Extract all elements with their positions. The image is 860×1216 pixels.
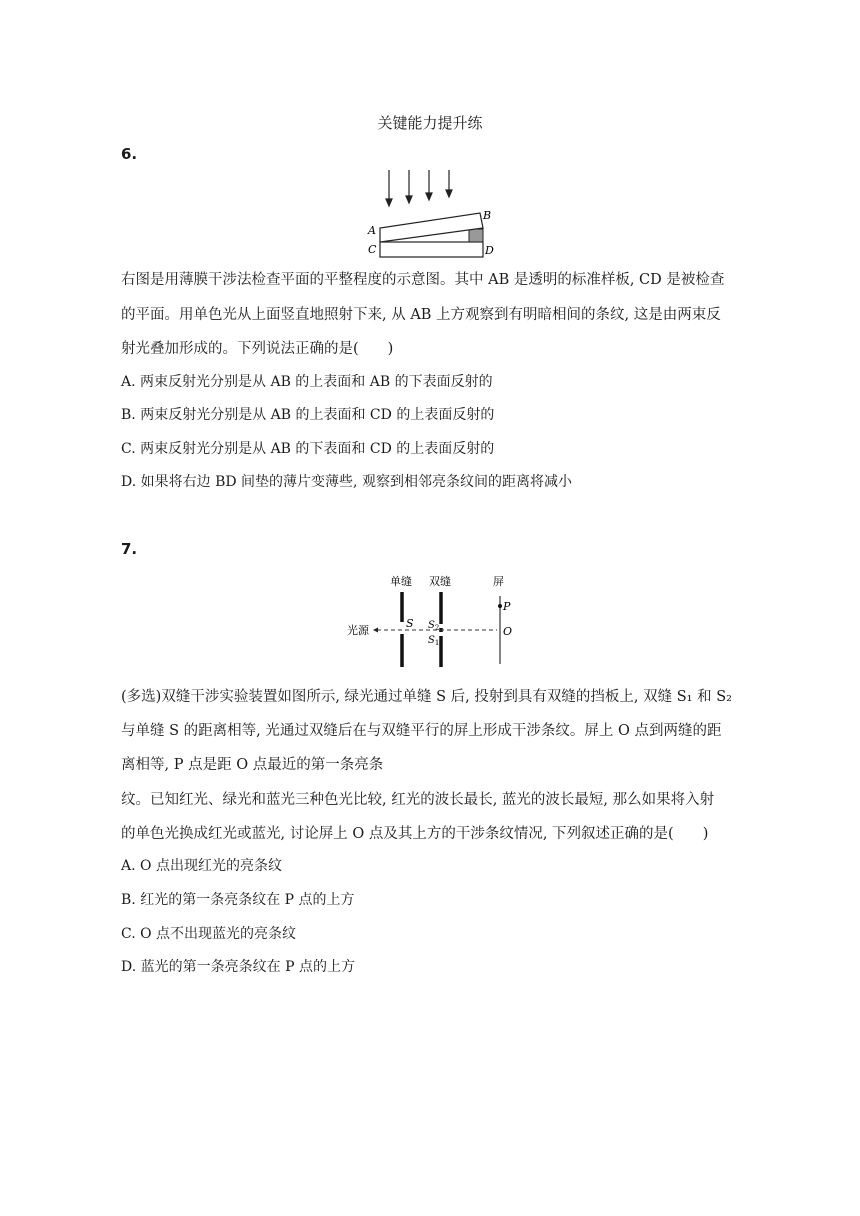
q7-option-b: B. 红光的第一条亮条纹在 P 点的上方: [121, 892, 355, 908]
spacer-shim: [469, 229, 483, 242]
q7-stem-line-3: 离相等, P 点是距 O 点最近的第一条亮条: [121, 757, 384, 773]
incident-light-arrows: [386, 170, 452, 206]
label-source: 光源: [347, 624, 369, 637]
label-s: S: [406, 617, 414, 630]
question-7-number: 7.: [121, 540, 138, 558]
q7-stem-line-1: (多选)双缝干涉实验装置如图所示, 绿光通过单缝 S 后, 投射到具有双缝的挡板上, 双缝 S₁ 和 S₂: [121, 689, 732, 705]
q6-option-b: B. 两束反射光分别是从 AB 的上表面和 CD 的上表面反射的: [121, 407, 495, 423]
q7-stem-line-4: 纹。已知红光、绿光和蓝光三种色光比较, 红光的波长最长, 蓝光的波长最短, 那么如果将入射: [121, 792, 715, 808]
label-double-slit: 双缝: [429, 575, 451, 588]
plate-cd: [380, 242, 483, 257]
q6-stem-line-1: 右图是用薄膜干涉法检查平面的平整程度的示意图。其中 AB 是透明的标准样板, CD 是被检查: [121, 272, 725, 288]
q6-option-a: A. 两束反射光分别是从 AB 的上表面和 AB 的下表面反射的: [121, 374, 493, 390]
q7-option-c: C. O 点不出现蓝光的亮条纹: [121, 926, 297, 942]
plate-ab: [380, 213, 483, 242]
q6-stem-line-2: 的平面。用单色光从上面竖直地照射下来, 从 AB 上方观察到有明暗相间的条纹, 这是由两束反: [121, 307, 721, 323]
q6-option-c: C. 两束反射光分别是从 AB 的下表面和 CD 的上表面反射的: [121, 441, 495, 457]
label-s1: $S_1$: [428, 635, 440, 647]
section-title: 关键能力提升练: [377, 114, 483, 132]
label-s2: $S_2$: [428, 620, 440, 632]
label-d: D: [485, 244, 494, 257]
question-6-number: 6.: [121, 145, 138, 163]
source-arrow: [373, 628, 378, 633]
label-single-slit: 单缝: [390, 575, 412, 588]
q6-option-d: D. 如果将右边 BD 间垫的薄片变薄些, 观察到相邻亮条纹间的距离将减小: [121, 474, 572, 490]
q7-option-a: A. O 点出现红光的亮条纹: [121, 858, 282, 874]
q6-stem-line-3: 射光叠加形成的。下列说法正确的是( ): [121, 341, 394, 357]
point-p-dot: [498, 604, 502, 608]
q7-stem-line-5: 的单色光换成红光或蓝光, 讨论屏上 O 点及其上方的干涉条纹情况, 下列叙述正确的是( ): [121, 826, 709, 842]
q7-option-d: D. 蓝光的第一条亮条纹在 P 点的上方: [121, 959, 355, 975]
thin-film-interference-diagram: [362, 168, 502, 264]
label-screen: 屏: [493, 575, 504, 588]
label-o: O: [503, 625, 513, 638]
label-b: B: [483, 209, 492, 222]
label-a: A: [368, 224, 376, 237]
double-slit-diagram: [345, 572, 525, 672]
label-p: P: [503, 600, 511, 613]
label-c: C: [368, 243, 377, 256]
q7-stem-line-2: 与单缝 S 的距离相等, 光通过双缝后在与双缝平行的屏上形成干涉条纹。屏上 O 点到两缝的距: [121, 723, 722, 739]
